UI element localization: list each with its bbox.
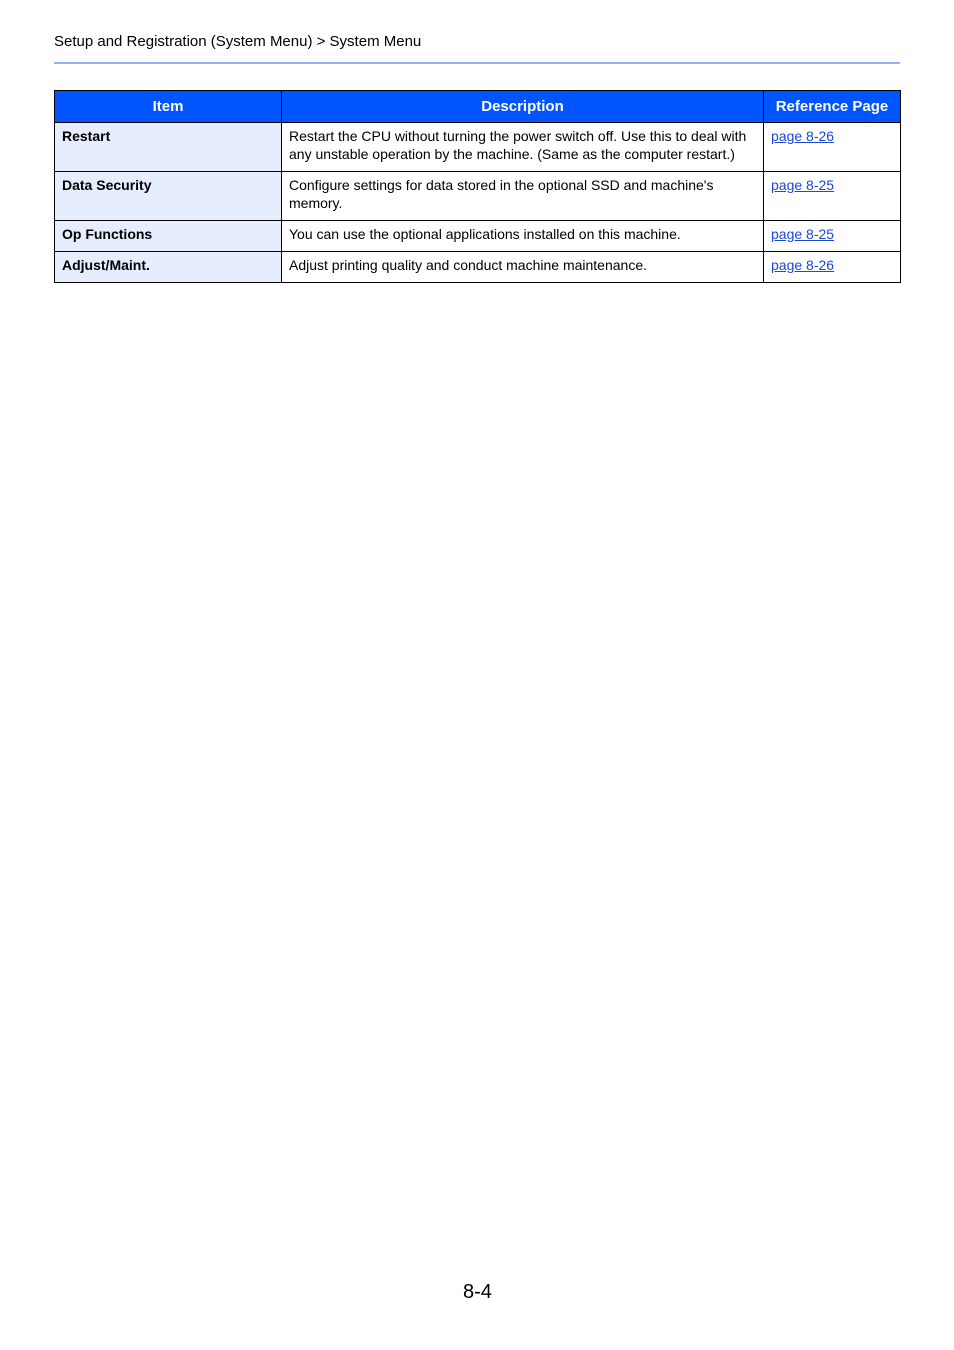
item-cell: Restart [55, 123, 282, 172]
breadcrumb: Setup and Registration (System Menu) > System Menu [54, 33, 422, 50]
reference-cell [764, 252, 901, 283]
description-cell: Adjust printing quality and conduct machine maintenance. [282, 252, 764, 283]
reference-link[interactable]: page 8-26 [771, 128, 835, 144]
system-menu-table [54, 90, 901, 283]
description-cell: You can use the optional applications installed on this machine. [282, 221, 764, 252]
reference-cell [764, 221, 901, 252]
table-row [55, 123, 901, 172]
table-header-row [55, 91, 901, 123]
table-row [55, 221, 901, 252]
reference-link[interactable]: page 8-25 [771, 226, 835, 242]
header-divider [54, 62, 900, 64]
reference-link[interactable]: page 8-26 [771, 257, 835, 273]
description-cell: Restart the CPU without turning the power switch off. Use this to deal with any unstable operation by the machine. (Same as the computer restart.) [282, 123, 764, 172]
reference-cell [764, 172, 901, 221]
page-number: 8-4 [463, 1281, 492, 1303]
item-cell: Data Security [55, 172, 282, 221]
item-cell: Op Functions [55, 221, 282, 252]
column-header-reference-page: Reference Page [764, 91, 901, 123]
description-cell: Configure settings for data stored in the optional SSD and machine's memory. [282, 172, 764, 221]
table-row [55, 172, 901, 221]
table-row [55, 252, 901, 283]
reference-cell [764, 123, 901, 172]
column-header-item: Item [55, 91, 282, 123]
column-header-description: Description [282, 91, 764, 123]
reference-link[interactable]: page 8-25 [771, 177, 835, 193]
item-cell: Adjust/Maint. [55, 252, 282, 283]
